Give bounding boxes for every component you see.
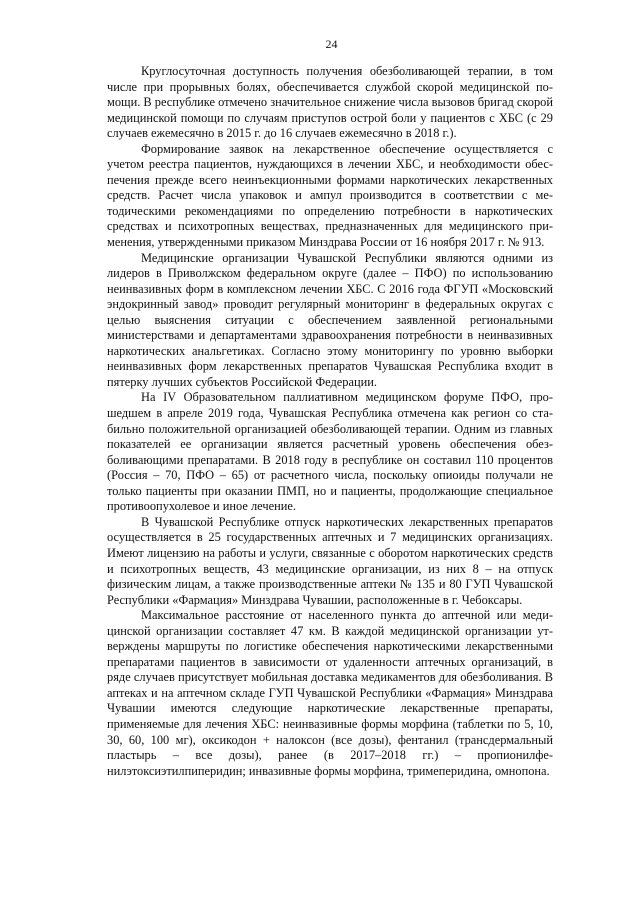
paragraph-drug-orders: Формирование заявок на лекарственное обеспечение осуществляется с учетом реестра пациентов, нуждающихся в лечении ХБС, и необходимости обеспечения прежде всего неинъекционными формами наркотических лекарственных средств. Расчет числа упаковок и ампул производится в соответствии с методическими рекомендациями по определению потребности в наркотических средствах и психотропных веществах, предназначенных для медицинского применения, утвержденными приказом Минздрава России от 16 ноября 2017 г. № 913. <box>107 141 553 250</box>
paragraph-noninvasive-forms: Медицинские организации Чувашской Республики являются одними из лидеров в Приволжском федеральном округе (далее – ПФО) по использованию неинвазивных форм в комплексном лечении ХБС. С 2016 года ФГУП «Московский эндокринный завод» проводит регулярный мониторинг в федеральных округах с целью выяснения ситуации с обеспечением заявленной региональными министерствами и департаментами здравоохранения потребности в неинвазивных наркотических анальгетиках. Согласно этому мониторингу по уровню выборки неинвазивных форм лекарственных препаратов Чувашская Республика входит в пятерку лучших субъектов Российской Федерации. <box>107 250 553 389</box>
paragraph-dispensing-organizations: В Чувашской Республике отпуск наркотических лекарственных препаратов осуществляется в 25 государственных аптечных и 7 медицинских организациях. Имеют лицензию на работы и услуги, связанные с оборотом наркотических средств и психотропных веществ, 43 медицинские организации, из них 8 – на отпуск физическим лицам, а также производственные аптеки № 135 и 80 ГУП Чувашской Республики «Фармация» Минздрава Чувашии, расположенные в г. Чебоксары. <box>107 514 553 607</box>
paragraph-logistics-and-drugs: Максимальное расстояние от населенного пункта до аптечной или медицинской организации составляет 47 км. В каждой медицинской организации утверждены маршруты по логистике обеспечения наркотическими лекарственными препаратами пациентов в зависимости от удаленности аптечных организаций, в ряде случаев присутствует мобильная доставка медикаментов для обезболивания. В аптеках и на аптечном складе ГУП Чувашской Республики «Фармация» Минздрава Чувашии имеются следующие наркотические лекарственные препараты, применяемые для лечения ХБС: неинвазивные формы морфина (таблетки по 5, 10, 30, 60, 100 мг), оксикодон + налоксон (все дозы), фентанил (трансдермальный пластырь – все дозы), ранее (в 2017–2018 гг.) – пропионилфенилэтоксиэтилпиперидин; инвазивные формы морфина, тримеперидина, омнопона. <box>107 608 553 778</box>
page-number: 24 <box>325 37 338 51</box>
paragraph-pain-therapy-availability: Круглосуточная доступность получения обезболивающей терапии, в том числе при прорывных болях, обеспечивается службой скорой медицинской помощи. В республике отмечено значительное снижение числа вызовов бригад скорой медицинской помощи по случаям приступов острой боли у пациентов с ХБС (с 29 случаев ежемесячно в 2015 г. до 16 случаев ежемесячно в 2018 г.). <box>107 64 553 141</box>
paragraph-palliative-forum: На IV Образовательном паллиативном медицинском форуме ПФО, прошедшем в апреле 2019 года, Чувашская Республика отмечена как регион со стабильно положительной организацией обезболивающей терапии. Одним из главных показателей ее организации является расчетный уровень обеспечения обезболивающими препаратами. В 2018 году в республике он составил 110 процентов (Россия – 70, ПФО – 65) от расчетного числа, поскольку опиоиды получали не только пациенты при оказании ПМП, но и пациенты, продолжающие специальное противоопухолевое и иное лечение. <box>107 390 553 514</box>
